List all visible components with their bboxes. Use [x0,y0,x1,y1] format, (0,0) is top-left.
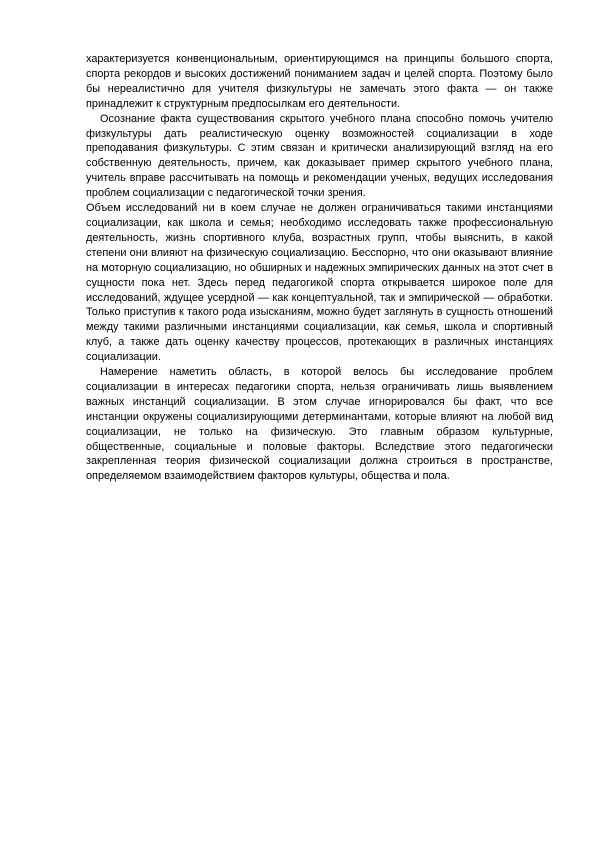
paragraph-4: Намерение наметить область, в которой велось бы исследование проблем социализации в интересах педагогики спорта, нельзя ограничивать лишь выявлением важных инстанций социализации. В этом случае игнорировался бы факт, что все инстанции окружены социализирующими детерминантами, которые влияют на любой вид социализации, не только на физическую. Это главным образом культурные, общественные, социальные и половые факторы. Вследствие этого педагогически закрепленная теория физической социализации должна строиться в пространстве, определяемом взаимодействием факторов культуры, общества и пола. [86,366,553,483]
paragraph-3: Объем исследований ни в коем случае не должен ограничиваться такими инстанциями социализации, как школа и семья; необходимо исследовать также профессиональную деятельность, жизнь спортивного клуба, возрастных групп, чтобы выяснить, в какой степени они влияют на физическую социализацию. Бесспорно, что они оказывают влияние на моторную социализацию, но обширных и надежных эмпирических данных на этот счет в сущности пока нет. Здесь перед педагогикой спорта открывается широкое поле для исследований, ждущее усердной — как концептуальной, так и эмпирической — обработки. Только приступив к такого рода изысканиям, можно будет заглянуть в сущность отношений между такими различными инстанциями социализации, как семья, школа и спортивный клуб, а также дать оценку качеству процессов, протекающих в различных инстанциях социализации. [86,202,553,364]
paragraph-1: характеризуется конвенциональным, ориентирующимся на принципы большого спорта, спорта рекордов и высоких достижений пониманием задач и целей спорта. Поэтому было бы нереалистично для учителя физкультуры не замечать этого факта — он также принадлежит к структурным предпосылкам его деятельности. [86,53,553,110]
paragraph-2: Осознание факта существования скрытого учебного плана способно помочь учителю физкультуры дать реалистическую оценку возможностей социализации в ходе преподавания физкультуры. С этим связан и критически анализирующий взгляд на его собственную деятельность, причем, как доказывает пример скрытого учебного плана, учитель вправе рассчитывать на помощь и рекомендации ученых, ведущих исследования проблем социализации с педагогической точки зрения. [86,112,553,200]
document-page [86,52,553,484]
